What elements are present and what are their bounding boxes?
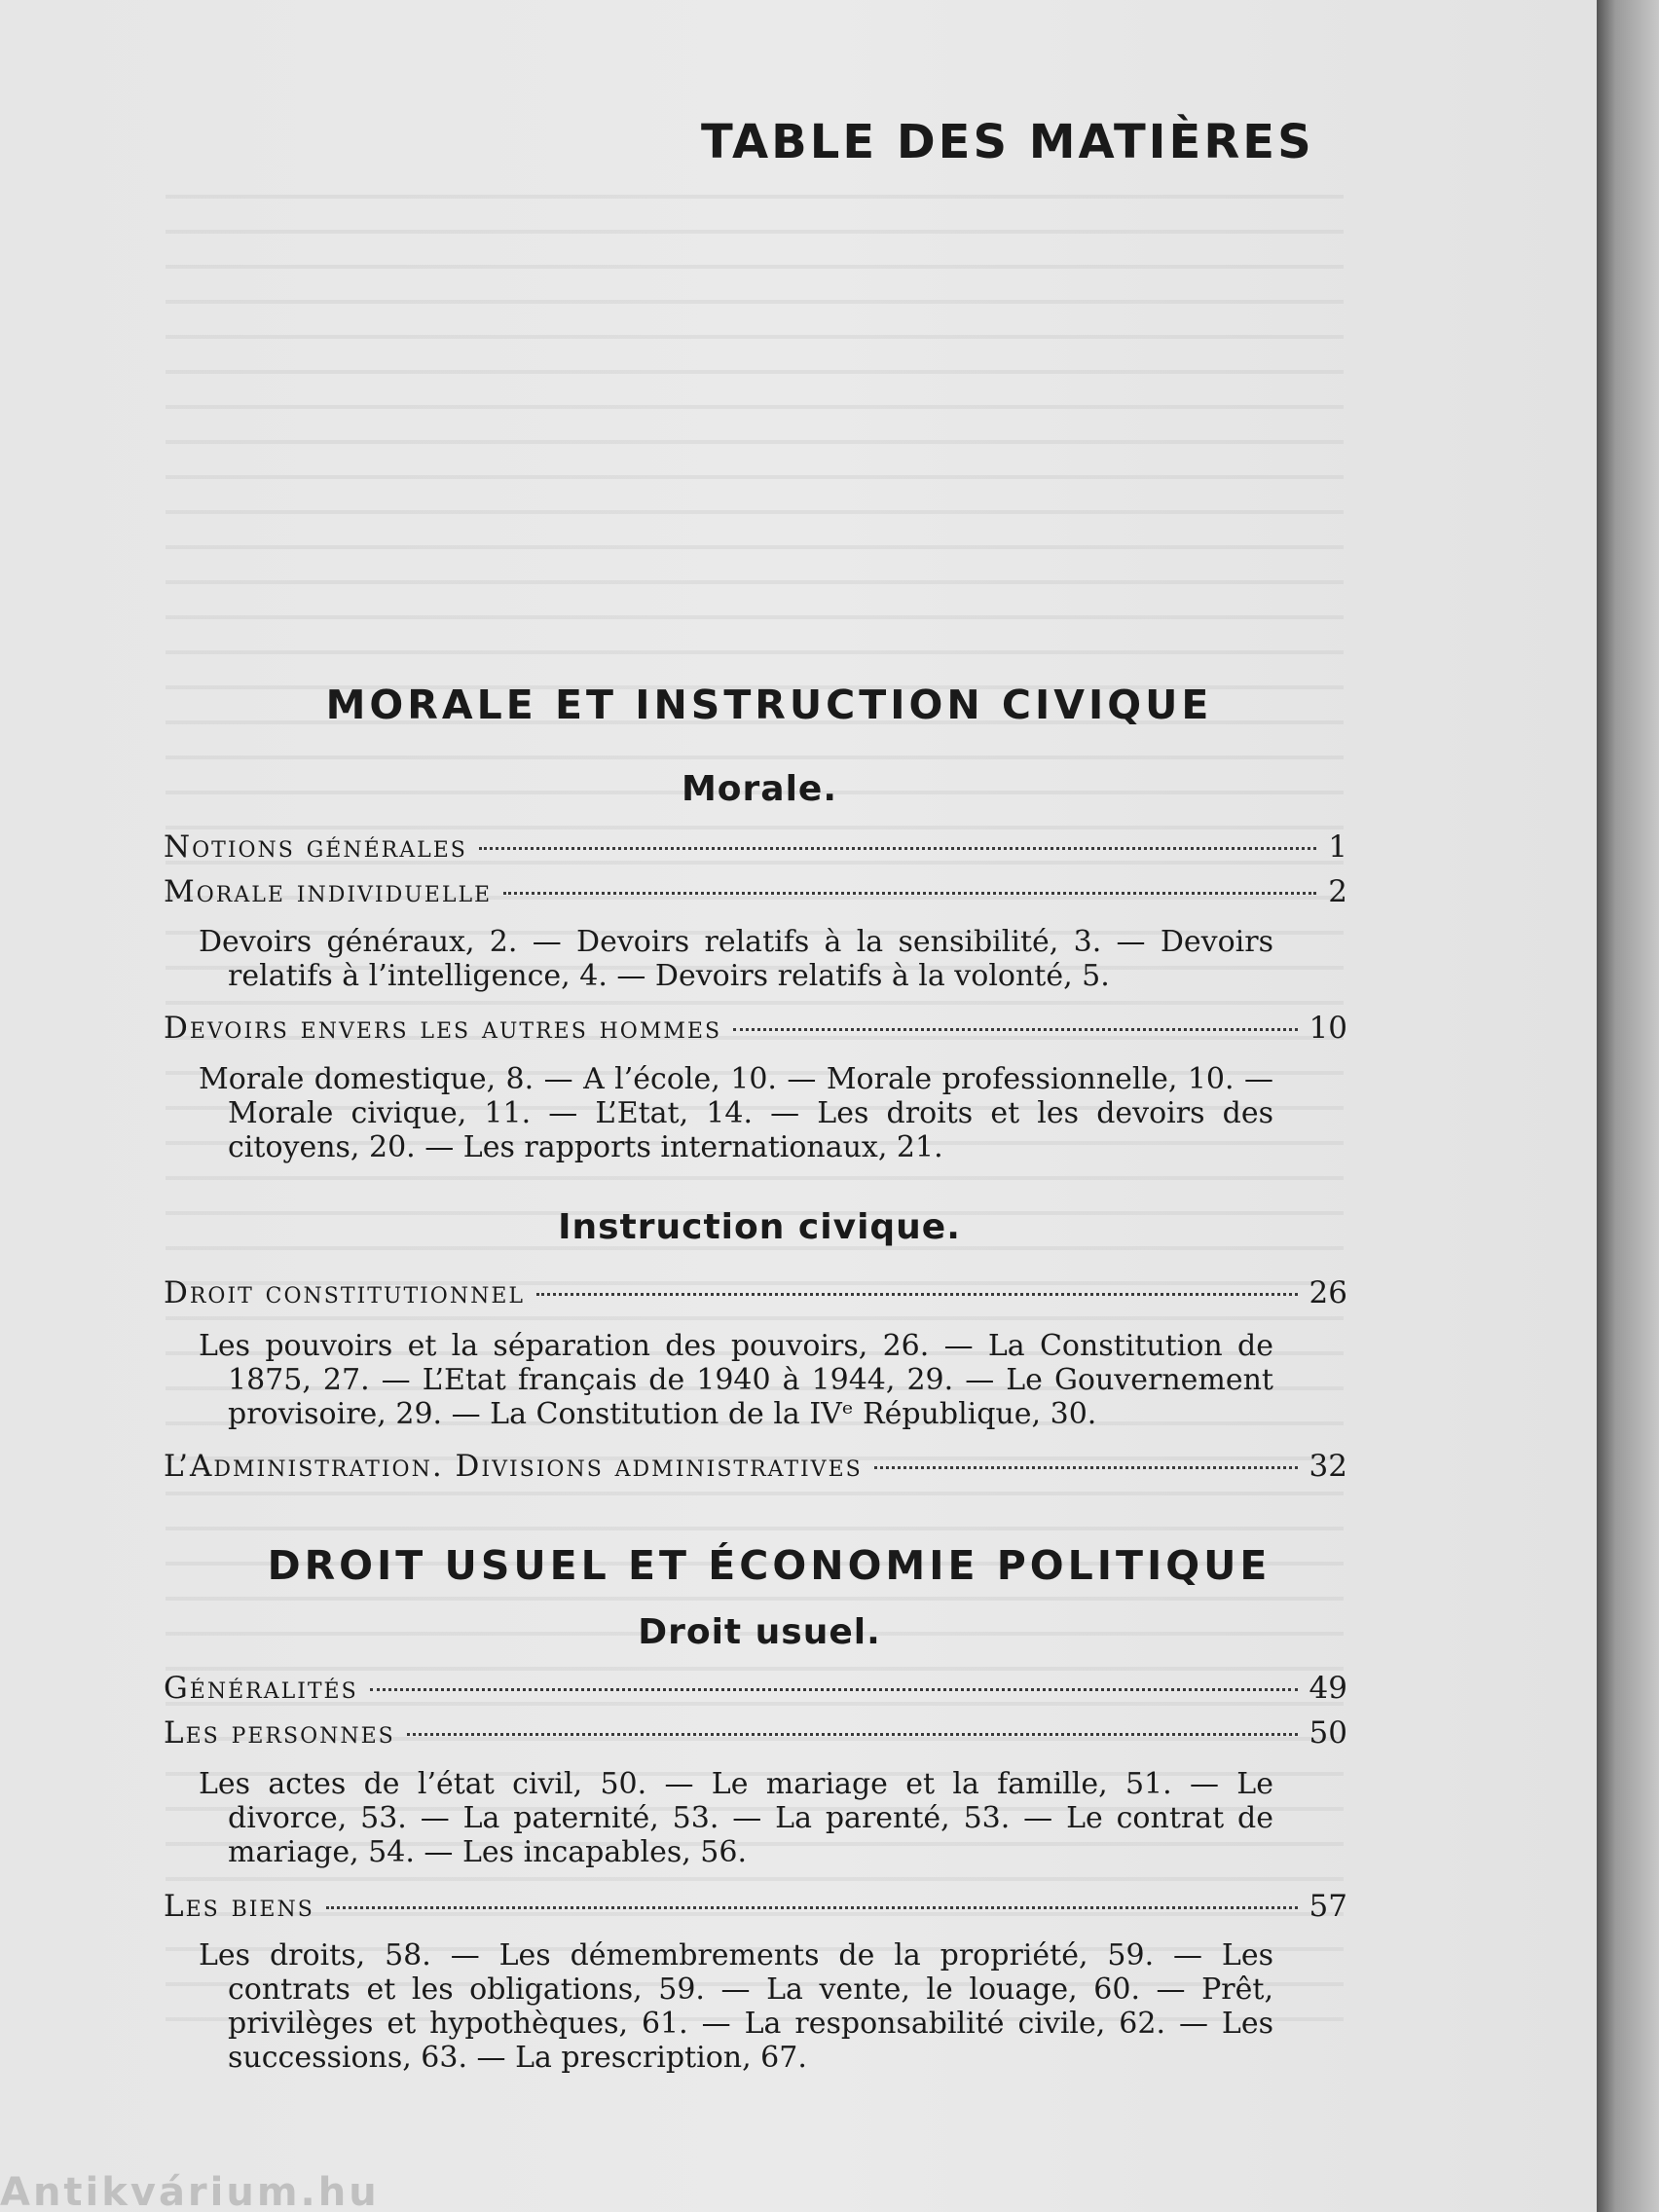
toc-entry-label: Notions générales <box>164 830 467 865</box>
toc-entry-page: 26 <box>1309 1275 1347 1310</box>
toc-entry-page: 57 <box>1309 1889 1347 1924</box>
toc-entry-page: 50 <box>1309 1715 1347 1751</box>
toc-entry-page: 10 <box>1309 1011 1347 1046</box>
toc-entry-les-personnes <box>164 1715 1347 1758</box>
toc-entry-page: 2 <box>1328 874 1347 909</box>
toc-entry-label: Les personnes <box>164 1715 395 1751</box>
dot-leader <box>370 1688 1298 1691</box>
dot-leader <box>874 1466 1298 1469</box>
dot-leader <box>407 1733 1298 1736</box>
toc-entry-generalites <box>164 1671 1347 1714</box>
toc-entry-label: Généralités <box>164 1671 358 1706</box>
toc-entry-label: L’Administration. Divisions administratives <box>164 1449 863 1484</box>
toc-entry-page: 49 <box>1309 1671 1347 1706</box>
toc-entry-droit-constitutionnel <box>164 1275 1347 1318</box>
toc-entry-les-biens <box>164 1889 1347 1932</box>
dot-leader <box>733 1028 1298 1031</box>
page-edge-shadow <box>1597 0 1659 2212</box>
toc-entry-detail: Morale domestique, 8. — A l’école, 10. — Morale professionnelle, 10. — Morale civique, 11. — L’Etat, 14. — Les droits et les devoirs des citoyens, 20. — Les rapports internationaux, 21. <box>199 1062 1273 1164</box>
toc-entry-detail: Devoirs généraux, 2. — Devoirs relatifs à la sensibilité, 3. — Devoirs relatifs à l’intelligence, 4. — Devoirs relatifs à la volonté, 5. <box>199 925 1273 993</box>
subsection-heading-instruction-civique: Instruction civique. <box>558 1207 961 1247</box>
page-title: TABLE DES MATIÈRES <box>701 115 1314 169</box>
watermark: Antikvárium.hu <box>0 2173 380 2212</box>
toc-entry-notions-generales <box>164 830 1347 872</box>
subsection-heading-morale: Morale. <box>681 769 838 809</box>
toc-entry-administration <box>164 1449 1347 1492</box>
toc-entry-page: 32 <box>1309 1449 1347 1484</box>
toc-entry-label: Morale individuelle <box>164 874 493 909</box>
dot-leader <box>479 847 1316 850</box>
toc-entry-detail: Les pouvoirs et la séparation des pouvoirs, 26. — La Constitution de 1875, 27. — L’Etat français de 1940 à 1944, 29. — Le Gouvernement provisoire, 29. — La Constitution de la IVᵉ République, 30. <box>199 1329 1273 1431</box>
toc-entry-morale-individuelle <box>164 874 1347 917</box>
toc-entry-label: Devoirs envers les autres hommes <box>164 1011 722 1046</box>
section-heading-droit-usuel-economie: DROIT USUEL ET ÉCONOMIE POLITIQUE <box>267 1542 1272 1589</box>
dot-leader <box>503 892 1316 895</box>
dot-leader <box>326 1906 1298 1909</box>
toc-entry-detail: Les actes de l’état civil, 50. — Le mariage et la famille, 51. — Le divorce, 53. — La paternité, 53. — La parenté, 53. — Le contrat de mariage, 54. — Les incapables, 56. <box>199 1767 1273 1869</box>
toc-entry-detail: Les droits, 58. — Les démembrements de la propriété, 59. — Les contrats et les obligations, 59. — La vente, le louage, 60. — Prêt, privilèges et hypothèques, 61. — La responsabilité civile, 62. — Les successions, 63. — La prescription, 67. <box>199 1938 1273 2075</box>
dot-leader <box>536 1293 1298 1296</box>
toc-entry-devoirs-autres-hommes <box>164 1011 1347 1053</box>
toc-entry-label: Les biens <box>164 1889 314 1924</box>
subsection-heading-droit-usuel: Droit usuel. <box>638 1612 881 1652</box>
section-heading-morale-instruction-civique: MORALE ET INSTRUCTION CIVIQUE <box>325 682 1213 728</box>
toc-entry-label: Droit constitutionnel <box>164 1275 526 1310</box>
toc-entry-page: 1 <box>1328 830 1347 865</box>
